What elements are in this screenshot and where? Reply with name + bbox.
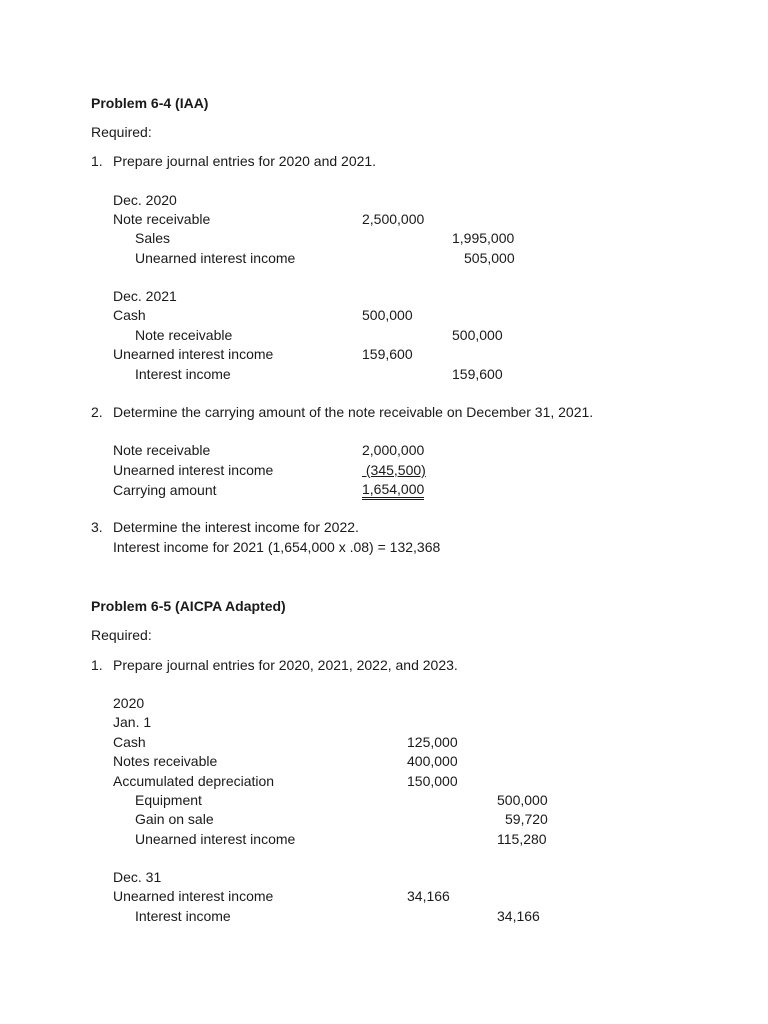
debit-amount: 34,166 [407, 888, 450, 904]
credit-amount: 115,280 [497, 831, 547, 847]
carrying-total: 1,654,000 [362, 482, 424, 500]
carrying-label: Carrying amount [113, 482, 217, 498]
carrying-label: Note receivable [113, 442, 211, 458]
account-name: Note receivable [135, 327, 233, 343]
debit-amount: 2,500,000 [362, 211, 425, 227]
question-1-number: 1. [91, 657, 103, 673]
required-label: Required: [91, 124, 152, 140]
question-3-text: Determine the interest income for 2022. [113, 519, 359, 535]
credit-amount: 500,000 [497, 792, 548, 808]
account-name: Accumulated depreciation [113, 773, 275, 789]
debit-amount: 159,600 [362, 346, 413, 362]
account-name: Cash [113, 734, 146, 750]
required-label: Required: [91, 627, 152, 643]
entry-date: Jan. 1 [113, 714, 152, 730]
debit-amount: 400,000 [407, 753, 458, 769]
account-name: Unearned interest income [113, 888, 274, 904]
credit-amount: 1,995,000 [452, 230, 515, 246]
carrying-label: Unearned interest income [113, 462, 274, 478]
entry-date: Dec. 31 [113, 869, 162, 885]
problem-6-5-title: Problem 6-5 (AICPA Adapted) [91, 598, 286, 614]
account-name: Sales [135, 230, 171, 246]
account-name: Unearned interest income [113, 346, 274, 362]
account-name: Unearned interest income [135, 831, 296, 847]
question-1-text: Prepare journal entries for 2020, 2021, 2022, and 2023. [113, 657, 458, 673]
credit-amount: 505,000 [464, 250, 515, 266]
account-name: Unearned interest income [135, 250, 296, 266]
account-name: Interest income [135, 366, 231, 382]
debit-amount: 150,000 [407, 773, 458, 789]
question-1-text: Prepare journal entries for 2020 and 2021. [113, 153, 377, 169]
question-2-text: Determine the carrying amount of the note receivable on December 31, 2021. [113, 404, 594, 420]
carrying-value: 2,000,000 [362, 442, 425, 458]
credit-amount: 34,166 [497, 908, 540, 924]
credit-amount: 500,000 [452, 327, 503, 343]
entry-date: Dec. 2020 [113, 192, 177, 208]
question-2-number: 2. [91, 404, 103, 420]
account-name: Cash [113, 307, 146, 323]
credit-amount: 159,600 [452, 366, 503, 382]
question-3-number: 3. [91, 519, 103, 535]
entry-date: Dec. 2021 [113, 288, 177, 304]
credit-amount: 59,720 [505, 811, 548, 827]
debit-amount: 125,000 [407, 734, 458, 750]
account-name: Note receivable [113, 211, 211, 227]
problem-6-4-title: Problem 6-4 (IAA) [91, 95, 209, 111]
entry-year: 2020 [113, 695, 145, 711]
carrying-value: (345,500) [362, 462, 426, 478]
account-name: Notes receivable [113, 753, 218, 769]
debit-amount: 500,000 [362, 307, 413, 323]
question-1-number: 1. [91, 153, 103, 169]
account-name: Interest income [135, 908, 231, 924]
question-3-answer: Interest income for 2021 (1,654,000 x .08) = 132,368 [113, 539, 441, 555]
account-name: Gain on sale [135, 811, 214, 827]
account-name: Equipment [135, 792, 202, 808]
